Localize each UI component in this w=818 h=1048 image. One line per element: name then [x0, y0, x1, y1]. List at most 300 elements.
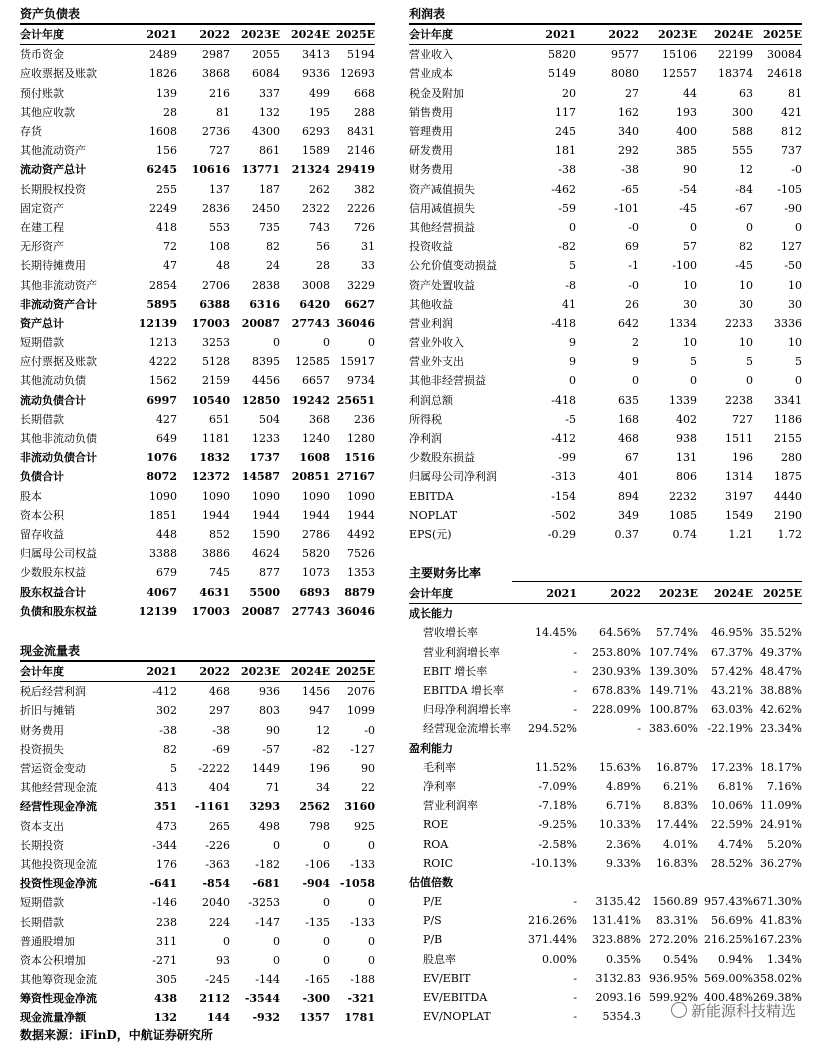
balance-row-value: 5895 [146, 297, 177, 311]
cashflow-row-value: 473 [156, 819, 177, 833]
ratios-row-label: EV/EBITDA [423, 991, 488, 1005]
balance-row-value: 427 [156, 412, 177, 426]
balance-row [20, 448, 375, 467]
ratios-row-value: 57.74% [656, 626, 698, 640]
balance-title: 资产负债表 [20, 7, 81, 21]
cashflow-row-value: -165 [305, 973, 330, 987]
cashflow-row-value: 413 [156, 781, 177, 795]
income-row [409, 122, 802, 141]
balance-row-value: 448 [156, 527, 177, 541]
income-row-value: -418 [551, 393, 576, 407]
income-row-value: 1085 [669, 508, 697, 522]
ratios-row-value: 10.33% [599, 818, 641, 832]
income-row-value: -38 [621, 163, 639, 177]
balance-row-value: 31 [361, 240, 375, 254]
cashflow-row-value: 305 [156, 973, 177, 987]
balance-row-value: 743 [309, 220, 330, 234]
ratios-row [409, 911, 802, 930]
ratios-row-value: - [637, 722, 641, 736]
balance-row-label: 少数股东权益 [20, 566, 86, 580]
income-row-value: 1334 [669, 316, 697, 330]
balance-row-value: 24 [266, 259, 280, 273]
income-row-value: -100 [672, 259, 697, 273]
cashflow-row-value: -1058 [339, 877, 375, 891]
cashflow-row-value: 947 [309, 704, 330, 718]
balance-row-label: 资本公积 [20, 508, 64, 522]
ratios-row-value: 17.23% [711, 760, 753, 774]
ratios-header-cell: 会计年度 [409, 584, 517, 604]
cashflow-row-value: -133 [350, 857, 375, 871]
income-row-label: 销售费用 [409, 105, 453, 119]
income-statement-table [409, 25, 802, 544]
cashflow-row [20, 912, 375, 931]
income-row-label: NOPLAT [409, 508, 458, 522]
ratios-row-value [517, 739, 577, 758]
cashflow-row-value: 0 [323, 953, 330, 967]
ratios-row [409, 969, 802, 988]
income-row-value: -418 [551, 316, 576, 330]
ratios-row-value: 43.21% [711, 684, 753, 698]
cashflow-row-value: 1449 [252, 762, 280, 776]
cashflow-row-value: 0 [323, 896, 330, 910]
income-row [409, 429, 802, 448]
cashflow-row-value: -412 [152, 685, 177, 699]
cashflow-row [20, 836, 375, 855]
ratios-row-label: ROIC [423, 856, 454, 870]
balance-row-value: 1944 [302, 508, 330, 522]
cashflow-row-value: -127 [350, 742, 375, 756]
cashflow-row-value: -2222 [198, 762, 230, 776]
income-row-label: 税金及附加 [409, 86, 464, 100]
balance-sheet-table [20, 25, 375, 621]
cashflow-row-value: 3160 [344, 800, 375, 814]
cashflow-row [20, 778, 375, 797]
cashflow-row-value: -135 [305, 915, 330, 929]
balance-row-value: 33 [361, 259, 375, 273]
cashflow-row-value: -57 [262, 742, 280, 756]
income-row-value: -45 [679, 201, 697, 215]
income-row-value: 3197 [725, 489, 753, 503]
ratios-row-value: 107.74% [649, 645, 698, 659]
balance-row-value: 5194 [347, 48, 375, 62]
income-row-value: 727 [732, 412, 753, 426]
ratios-row-value: 323.88% [592, 933, 641, 947]
balance-row-value: 17003 [191, 604, 230, 618]
balance-row-value: 1608 [299, 451, 330, 465]
income-row-value: 0 [746, 220, 753, 234]
balance-row-label: 长期待摊费用 [20, 259, 86, 273]
balance-row-value: 6388 [199, 297, 230, 311]
ratios-row-value: -9.25% [538, 818, 577, 832]
income-row-value: -502 [551, 508, 576, 522]
cashflow-header-cell: 2023E [230, 662, 280, 682]
ratios-row-value: 67.37% [711, 645, 753, 659]
ratios-row-value: 3135.42 [595, 895, 641, 909]
balance-row-value: 1832 [199, 451, 230, 465]
income-row-value: 894 [618, 489, 639, 503]
income-row-value: 385 [676, 144, 697, 158]
income-row-value: -90 [784, 201, 802, 215]
cashflow-row-value: -182 [255, 857, 280, 871]
ratios-row-value: 1560.89 [652, 895, 698, 909]
ratios-row-value: 5354.3 [602, 1010, 641, 1024]
balance-row-value: 6245 [146, 163, 177, 177]
income-row-value: 0 [795, 220, 802, 234]
cashflow-row-value: -3544 [244, 992, 280, 1006]
income-row [409, 295, 802, 314]
balance-row-value: 4492 [347, 527, 375, 541]
ratios-row [409, 643, 802, 662]
cashflow-row-value: 925 [354, 819, 375, 833]
cashflow-table [20, 662, 375, 1028]
balance-row-value: 195 [309, 105, 330, 119]
cashflow-row-value: 0 [223, 934, 230, 948]
income-row-label: 净利润 [409, 432, 442, 446]
wechat-icon [671, 1002, 687, 1018]
income-row-value: 12557 [662, 67, 697, 81]
balance-row-value: 852 [209, 527, 230, 541]
income-row-value: 349 [618, 508, 639, 522]
income-row [409, 141, 802, 160]
cashflow-row-value: 498 [259, 819, 280, 833]
balance-row-value: 6420 [299, 297, 330, 311]
income-row-value: 193 [676, 105, 697, 119]
income-row-value: 1.21 [728, 527, 753, 541]
income-row-label: 财务费用 [409, 163, 453, 177]
balance-row-label: 其他非流动资产 [20, 278, 97, 292]
ratios-row-value: 10.06% [711, 799, 753, 813]
balance-row-value: 3868 [202, 67, 230, 81]
balance-row-value: 1851 [149, 508, 177, 522]
income-row-label: 投资收益 [409, 240, 453, 254]
ratios-row-value: - [573, 703, 577, 717]
cashflow-row [20, 970, 375, 989]
balance-row-label: 流动资产总计 [20, 163, 86, 177]
ratios-row-value: 294.52% [528, 722, 577, 736]
ratios-row-value: 83.31% [656, 914, 698, 928]
ratios-row-value: 38.88% [760, 684, 802, 698]
income-row-value: 12 [739, 163, 753, 177]
cashflow-row-value: -0 [364, 723, 375, 737]
cashflow-row-value: -144 [255, 973, 280, 987]
income-row-value: 4440 [774, 489, 802, 503]
ratios-row-value: 49.37% [760, 645, 802, 659]
balance-row-value: 1737 [249, 451, 280, 465]
balance-row-value: 2836 [202, 201, 230, 215]
income-row-value: 280 [781, 451, 802, 465]
cashflow-header-cell: 2024E [280, 662, 330, 682]
balance-row-value: 108 [209, 240, 230, 254]
ratios-row-value: - [573, 645, 577, 659]
balance-row-value: 20851 [291, 470, 330, 484]
income-row-value: 0 [632, 374, 639, 388]
cashflow-header-row [20, 662, 375, 682]
income-row-value: 0 [690, 374, 697, 388]
income-header-cell: 2023E [639, 25, 697, 45]
cashflow-row-value: 90 [266, 723, 280, 737]
balance-row-value: 8395 [252, 355, 280, 369]
balance-row-value: 236 [354, 412, 375, 426]
ratios-row-value: - [573, 1010, 577, 1024]
balance-row-value: 1562 [149, 374, 177, 388]
income-row-value: 0 [795, 374, 802, 388]
income-row-value: -105 [777, 182, 802, 196]
ratios-row-value: 167.23% [753, 933, 802, 947]
income-row-value: 30 [739, 297, 753, 311]
cashflow-row-value: -681 [252, 877, 280, 891]
balance-row-value: 28 [316, 259, 330, 273]
balance-row-value: 3229 [347, 278, 375, 292]
cashflow-row-label: 其他投资现金流 [20, 857, 97, 871]
income-row-value: 81 [788, 86, 802, 100]
balance-row-label: 非流动资产合计 [20, 297, 97, 311]
income-row-value: 642 [618, 316, 639, 330]
balance-row-label: 股本 [20, 489, 42, 503]
balance-header-cell: 2021 [130, 25, 177, 45]
ratios-header-cell: 2025E [753, 584, 802, 604]
ratios-row-value: 56.69% [711, 914, 753, 928]
cashflow-row [20, 874, 375, 893]
income-row-value: 10 [788, 278, 802, 292]
ratios-row-value: 35.52% [760, 626, 802, 640]
cashflow-row-value: 22 [361, 781, 375, 795]
income-row [409, 256, 802, 275]
cashflow-row-value: 0 [368, 953, 375, 967]
cashflow-row-value: 2112 [199, 992, 230, 1006]
ratios-row-value: 16.87% [656, 760, 698, 774]
balance-row-value: 861 [259, 144, 280, 158]
balance-row-value: 504 [259, 412, 280, 426]
ratios-row-value: 383.60% [649, 722, 698, 736]
ratios-row-value: 371.44% [528, 933, 577, 947]
ratios-row [409, 623, 802, 642]
cashflow-row-value: 90 [361, 762, 375, 776]
balance-row-value: 2450 [252, 201, 280, 215]
cashflow-header-cell: 2025E [330, 662, 375, 682]
balance-row [20, 199, 375, 218]
income-row-value: 9 [569, 336, 576, 350]
income-row-value: 5 [569, 259, 576, 273]
ratios-top-rule [512, 581, 802, 582]
balance-row-label: 货币资金 [20, 48, 64, 62]
ratios-row-label: P/E [423, 895, 443, 909]
balance-row-value: 29419 [336, 163, 375, 177]
ratios-row [409, 854, 802, 873]
cashflow-row-value: 3293 [249, 800, 280, 814]
income-row-value: 806 [676, 470, 697, 484]
balance-row [20, 314, 375, 333]
balance-row-label: 其他非流动负债 [20, 432, 97, 446]
balance-row [20, 141, 375, 160]
ratios-row-value: 23.34% [760, 722, 802, 736]
ratios-row-label: 盈利能力 [409, 741, 453, 755]
income-row-value: 3341 [774, 393, 802, 407]
income-header-cell: 2024E [697, 25, 753, 45]
balance-row-value: 27743 [291, 316, 330, 330]
balance-row-label: 预付账款 [20, 86, 64, 100]
cashflow-row-value: 0 [323, 838, 330, 852]
cashflow-row-label: 长期投资 [20, 838, 64, 852]
income-row-value: 2238 [725, 393, 753, 407]
balance-row-value: 7526 [347, 547, 375, 561]
income-row-label: 营业收入 [409, 48, 453, 62]
cashflow-row-label: 营运资金变动 [20, 762, 86, 776]
ratios-row-value: 24.91% [760, 818, 802, 832]
income-row-value: 340 [618, 125, 639, 139]
balance-row-value: 1608 [149, 125, 177, 139]
cashflow-row-value: 798 [309, 819, 330, 833]
balance-row-value: 3008 [302, 278, 330, 292]
income-row-value: 10 [788, 336, 802, 350]
ratios-row-label: ROA [423, 837, 449, 851]
ratios-row-value [641, 873, 698, 892]
ratios-row [409, 950, 802, 969]
cashflow-row-value: -271 [152, 953, 177, 967]
income-row-value: 2190 [774, 508, 802, 522]
income-row-value: 67 [625, 451, 639, 465]
balance-row [20, 410, 375, 429]
balance-row-value: 1090 [347, 489, 375, 503]
income-row-label: 营业外收入 [409, 336, 464, 350]
income-row-label: EPS(元) [409, 527, 452, 541]
ratios-row-value: - [573, 971, 577, 985]
income-row-value: 292 [618, 144, 639, 158]
income-row-value: -54 [679, 182, 697, 196]
ratios-row-label: 成长能力 [409, 607, 453, 621]
balance-row [20, 563, 375, 582]
balance-row [20, 160, 375, 179]
balance-row [20, 180, 375, 199]
income-row-value: 18374 [718, 67, 753, 81]
income-row-value: 8080 [611, 67, 639, 81]
ratios-row [409, 796, 802, 815]
ratios-row [409, 662, 802, 681]
ratios-row [409, 777, 802, 796]
income-row [409, 448, 802, 467]
ratios-row-value: 216.25% [704, 933, 753, 947]
income-row [409, 45, 802, 65]
ratios-row-value: 4.01% [663, 837, 698, 851]
cashflow-row-value: 176 [156, 857, 177, 871]
income-row-label: 所得税 [409, 412, 442, 426]
ratios-row-value: 8.83% [663, 799, 698, 813]
income-row-value: 131 [676, 451, 697, 465]
ratios-row [409, 719, 802, 738]
income-row-value: 1314 [725, 470, 753, 484]
balance-row-value: 5128 [202, 355, 230, 369]
balance-row-value: 82 [266, 240, 280, 254]
balance-row-value: 1944 [202, 508, 230, 522]
balance-row-value: 1280 [347, 432, 375, 446]
ratios-row-label: ROE [423, 818, 449, 832]
ratios-row-value [641, 604, 698, 624]
balance-row [20, 333, 375, 352]
ratios-header-cell: 2021 [517, 584, 577, 604]
balance-row-value: 72 [163, 240, 177, 254]
ratios-row-value: 11.52% [535, 760, 577, 774]
income-row-value: 162 [618, 105, 639, 119]
ratios-row-value: 100.87% [649, 703, 698, 717]
ratios-row-value: 4.89% [606, 779, 641, 793]
balance-row-label: 固定资产 [20, 201, 64, 215]
income-row-value: -0.29 [547, 527, 576, 541]
cashflow-header-cell: 2022 [177, 662, 230, 682]
balance-row-value: 3253 [202, 336, 230, 350]
ratios-row [409, 892, 802, 911]
ratios-row-value [698, 604, 753, 624]
income-row-value: -462 [551, 182, 576, 196]
ratios-row-label: 营收增长率 [423, 626, 478, 640]
income-row [409, 199, 802, 218]
balance-row-value: 36046 [336, 316, 375, 330]
income-row-value: -412 [551, 432, 576, 446]
balance-row [20, 352, 375, 371]
ratios-row-value: 6.81% [718, 779, 753, 793]
ratios-row-value: 2.36% [606, 837, 641, 851]
income-row-value: 30 [788, 297, 802, 311]
ratios-row-label: 毛利率 [423, 760, 456, 774]
cashflow-row-value: -932 [252, 1011, 280, 1025]
balance-row-value: 0 [323, 336, 330, 350]
income-row-value: 421 [781, 105, 802, 119]
balance-row [20, 64, 375, 83]
balance-row-label: 负债合计 [20, 470, 64, 484]
income-row-value: 5820 [548, 48, 576, 62]
cashflow-row-value: -38 [159, 723, 177, 737]
balance-row-value: 156 [156, 144, 177, 158]
ratios-row-value: 11.09% [760, 799, 802, 813]
income-row-value: -1 [628, 259, 639, 273]
income-row-value: 57 [683, 240, 697, 254]
ratios-row-value: - [573, 684, 577, 698]
balance-row [20, 429, 375, 448]
income-row-value: 2155 [774, 432, 802, 446]
balance-row-value: 6084 [252, 67, 280, 81]
income-row-value: 3336 [774, 316, 802, 330]
cashflow-row-value: 936 [259, 685, 280, 699]
income-row-value: -8 [565, 278, 576, 292]
balance-row-label: 在建工程 [20, 220, 64, 234]
balance-row-value: 6627 [344, 297, 375, 311]
balance-row-value: 337 [259, 86, 280, 100]
cashflow-row-value: -38 [212, 723, 230, 737]
ratios-row-value: 6.71% [606, 799, 641, 813]
cashflow-row-value: 2076 [347, 685, 375, 699]
cashflow-row-value: 351 [154, 800, 177, 814]
ratios-row-value: 599.92% [649, 991, 698, 1005]
ratios-row-value: -2.58% [538, 837, 577, 851]
balance-row-value: 382 [354, 182, 375, 196]
income-row-value: 402 [676, 412, 697, 426]
balance-row-value: 48 [216, 259, 230, 273]
balance-row-value: 20087 [241, 604, 280, 618]
balance-row-value: 0 [368, 336, 375, 350]
income-row-value: 635 [618, 393, 639, 407]
cashflow-row-value: 93 [216, 953, 230, 967]
balance-header-row [20, 25, 375, 45]
balance-row [20, 122, 375, 141]
cashflow-row-value: 302 [156, 704, 177, 718]
cashflow-row-value: 0 [273, 838, 280, 852]
income-row-value: -0 [628, 220, 639, 234]
cashflow-row-label: 折旧与摊销 [20, 704, 75, 718]
income-row-label: 营业外支出 [409, 355, 464, 369]
cashflow-row-value: 1099 [347, 704, 375, 718]
balance-row-value: 726 [354, 220, 375, 234]
balance-row [20, 506, 375, 525]
balance-row-value: 5820 [302, 547, 330, 561]
income-row-value: 9 [632, 355, 639, 369]
